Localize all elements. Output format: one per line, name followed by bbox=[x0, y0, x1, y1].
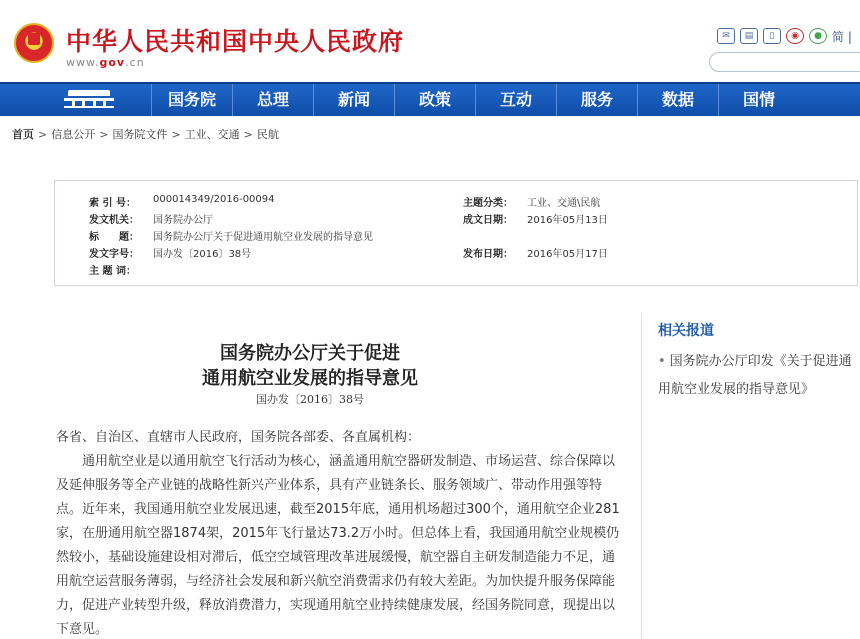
related-report-link[interactable]: 国务院办公厅印发《关于促进通用航空业发展的指导意见》 bbox=[658, 354, 852, 397]
site-url: www.gov.cn bbox=[66, 56, 145, 69]
wechat-icon[interactable]: ● bbox=[809, 28, 827, 44]
related-report-item[interactable] bbox=[658, 348, 858, 404]
breadcrumb-industry-transport[interactable]: 工业、交通 bbox=[184, 128, 240, 141]
mail-icon[interactable]: ✉ bbox=[717, 28, 735, 44]
meta-title-label: 标 题： bbox=[89, 232, 139, 243]
article-title-line2: 通用航空业发展的指导意见 bbox=[202, 368, 418, 389]
mobile-icon[interactable]: ▯ bbox=[763, 28, 781, 44]
meta-category-value: 工业、交通\民航 bbox=[527, 198, 601, 209]
meta-docno-label: 发文字号： bbox=[89, 249, 139, 260]
meta-issuer-value: 国务院办公厅 bbox=[153, 215, 213, 226]
article-body bbox=[56, 426, 621, 639]
document-meta-box bbox=[54, 180, 858, 286]
search-input[interactable] bbox=[709, 52, 860, 72]
article-doc-number: 国办发〔2016〕38号 bbox=[256, 393, 364, 406]
breadcrumb-info-public[interactable]: 信息公开 bbox=[51, 128, 96, 141]
meta-category-label: 主题分类： bbox=[463, 198, 513, 209]
meta-title-value: 国务院办公厅关于促进通用航空业发展的指导意见 bbox=[153, 232, 373, 243]
meta-issuer-label: 发文机关： bbox=[89, 215, 139, 226]
gate-logo-icon[interactable] bbox=[62, 88, 116, 112]
meta-docno-value: 国办发〔2016〕38号 bbox=[153, 249, 252, 260]
breadcrumb-civil-aviation[interactable]: 民航 bbox=[256, 128, 279, 141]
meta-publish-date-label: 发布日期： bbox=[463, 249, 513, 260]
nav-item-policy[interactable]: 政策 bbox=[394, 84, 475, 116]
meta-keywords-label: 主 题 词： bbox=[89, 266, 136, 277]
national-emblem-icon[interactable] bbox=[14, 23, 54, 63]
related-reports-title: 相关报道 bbox=[658, 323, 714, 339]
nav-item-interaction[interactable]: 互动 bbox=[475, 84, 556, 116]
breadcrumb-home[interactable]: 首页 bbox=[12, 128, 34, 141]
main-nav bbox=[0, 82, 860, 116]
article-title bbox=[120, 341, 500, 391]
meta-publish-date-value: 2016年05月17日 bbox=[527, 249, 608, 260]
nav-item-national-info[interactable]: 国情 bbox=[718, 84, 799, 116]
nav-item-data[interactable]: 数据 bbox=[637, 84, 718, 116]
nav-item-news[interactable]: 新闻 bbox=[313, 84, 394, 116]
article-title-line1: 国务院办公厅关于促进 bbox=[220, 343, 400, 364]
site-title[interactable]: 中华人民共和国中央人民政府 bbox=[66, 27, 405, 56]
article-paragraph: 通用航空业是以通用航空飞行活动为核心，涵盖通用航空器研发制造、市场运营、综合保障以及延伸服务等全产业链的战略性新兴产业体系，具有产业链条长、服务领域广、带动作用强等特点。近年来，我国通用航空业发展迅速，截至2015年底，通用机场超过300个，通用航空企业281家，在册通用航空器1874架，2015年飞行量达73.2万小时。但总体上看，我国通用航空业规模仍然较小，基础设施建设相对滞后，低空空域管理改革进展缓慢，航空器自主研发制造能力不足，通用航空运营服务薄弱，与经济社会发展和新兴航空消费需求仍有较大差距。为加快提升服务保障能力，促进产业转型升级，释放消费潜力，实现通用航空业持续健康发展，经国务院同意，现提出以下意见。 bbox=[56, 454, 620, 637]
article-salutation: 各省、自治区、直辖市人民政府，国务院各部委、各直属机构： bbox=[56, 430, 421, 445]
header-tools bbox=[717, 26, 852, 46]
breadcrumb: 首页 > 信息公开 > 国务院文件 > 工业、交通 > 民航 bbox=[12, 128, 279, 141]
meta-index-value: 000014349/2016-00094 bbox=[153, 194, 275, 205]
nav-item-services[interactable]: 服务 bbox=[556, 84, 637, 116]
site-header bbox=[0, 0, 860, 82]
language-switch[interactable]: 简 | bbox=[832, 29, 852, 44]
nav-item-state-council[interactable]: 国务院 bbox=[151, 84, 232, 116]
nav-item-premier[interactable]: 总理 bbox=[232, 84, 313, 116]
meta-written-date-value: 2016年05月13日 bbox=[527, 215, 608, 226]
meta-written-date-label: 成文日期： bbox=[463, 215, 513, 226]
message-icon[interactable]: ▤ bbox=[740, 28, 758, 44]
bullet-icon: • bbox=[658, 354, 666, 369]
weibo-icon[interactable]: ◉ bbox=[786, 28, 804, 44]
breadcrumb-state-council-docs[interactable]: 国务院文件 bbox=[112, 128, 168, 141]
meta-index-label: 索 引 号： bbox=[89, 198, 136, 209]
sidebar-divider bbox=[641, 313, 642, 639]
